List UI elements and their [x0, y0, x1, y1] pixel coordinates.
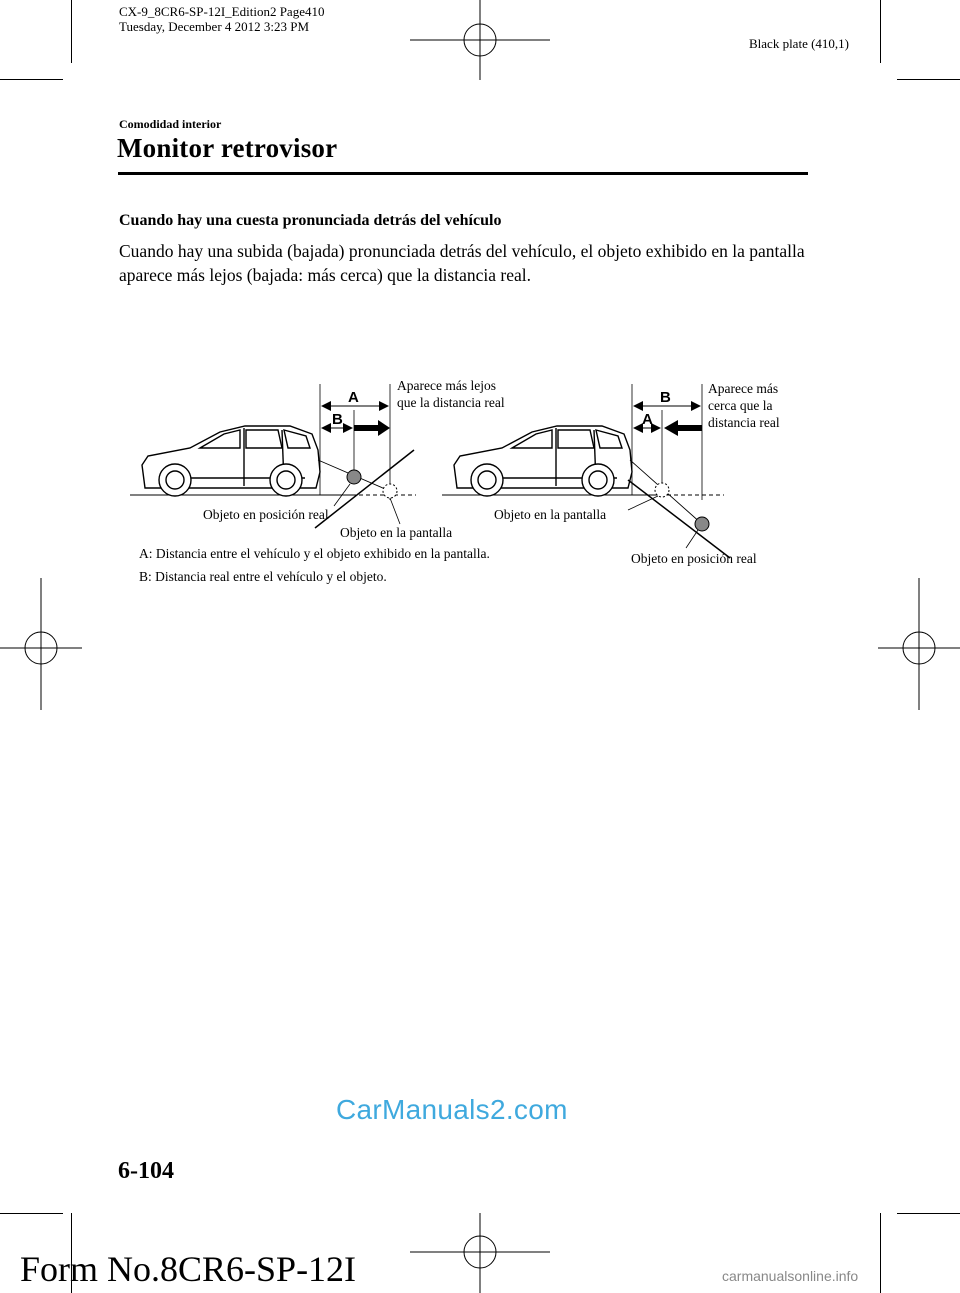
crop-mark	[0, 79, 63, 80]
watermark-logo: CarManuals2.com	[336, 1094, 568, 1125]
registration-mark-icon	[410, 1213, 550, 1293]
vehicle-icon	[142, 426, 320, 496]
dimension-a-label: A	[642, 411, 653, 428]
left-on-screen-label: Objeto en la pantalla	[340, 525, 453, 540]
legend-b: B: Distancia real entre el vehículo y el objeto.	[139, 569, 387, 584]
date-line: Tuesday, December 4 2012 3:23 PM	[119, 19, 310, 34]
dimension-b-label: B	[332, 411, 343, 428]
page-number: 6-104	[118, 1158, 174, 1184]
right-real-position-label: Objeto en posición real	[631, 551, 757, 566]
title-rule	[118, 172, 808, 175]
appears-farther-label: Aparece más lejos que la distancia real	[397, 378, 505, 410]
dimension-b-label: B	[660, 389, 671, 406]
body-paragraph: Cuando hay una subida (bajada) pronunciada detrás del vehículo, el objeto exhibido en la pantalla aparece más lejos (bajada: más cerca) que la distancia real.	[119, 241, 805, 285]
registration-mark-icon	[0, 578, 82, 710]
vehicle-icon	[454, 426, 632, 496]
registration-mark-icon	[878, 578, 960, 710]
crop-mark	[71, 0, 72, 63]
crop-mark	[880, 0, 881, 63]
crop-mark	[897, 79, 960, 80]
print-header	[119, 4, 324, 34]
plate-label: Black plate (410,1)	[749, 36, 849, 51]
crop-mark	[0, 1213, 63, 1214]
file-line: CX-9_8CR6-SP-12I_Edition2 Page410	[119, 4, 325, 19]
section-label: Comodidad interior	[119, 117, 222, 131]
appears-closer-label: Aparece más cerca que la distancia real	[708, 381, 780, 430]
left-real-position-label: Objeto en posición real	[203, 507, 329, 522]
right-on-screen-label: Objeto en la pantalla	[494, 507, 607, 522]
page-title: Monitor retrovisor	[117, 133, 338, 163]
form-number: Form No.8CR6-SP-12I	[20, 1249, 357, 1289]
site-url: carmanualsonline.info	[722, 1268, 859, 1284]
dimension-a-label: A	[348, 389, 359, 406]
registration-mark-icon	[410, 0, 550, 90]
legend-a: A: Distancia entre el vehículo y el objeto exhibido en la pantalla.	[139, 546, 490, 561]
crop-mark	[897, 1213, 960, 1214]
subheading: Cuando hay una cuesta pronunciada detrás del vehículo	[119, 212, 502, 229]
crop-mark	[880, 1213, 881, 1293]
